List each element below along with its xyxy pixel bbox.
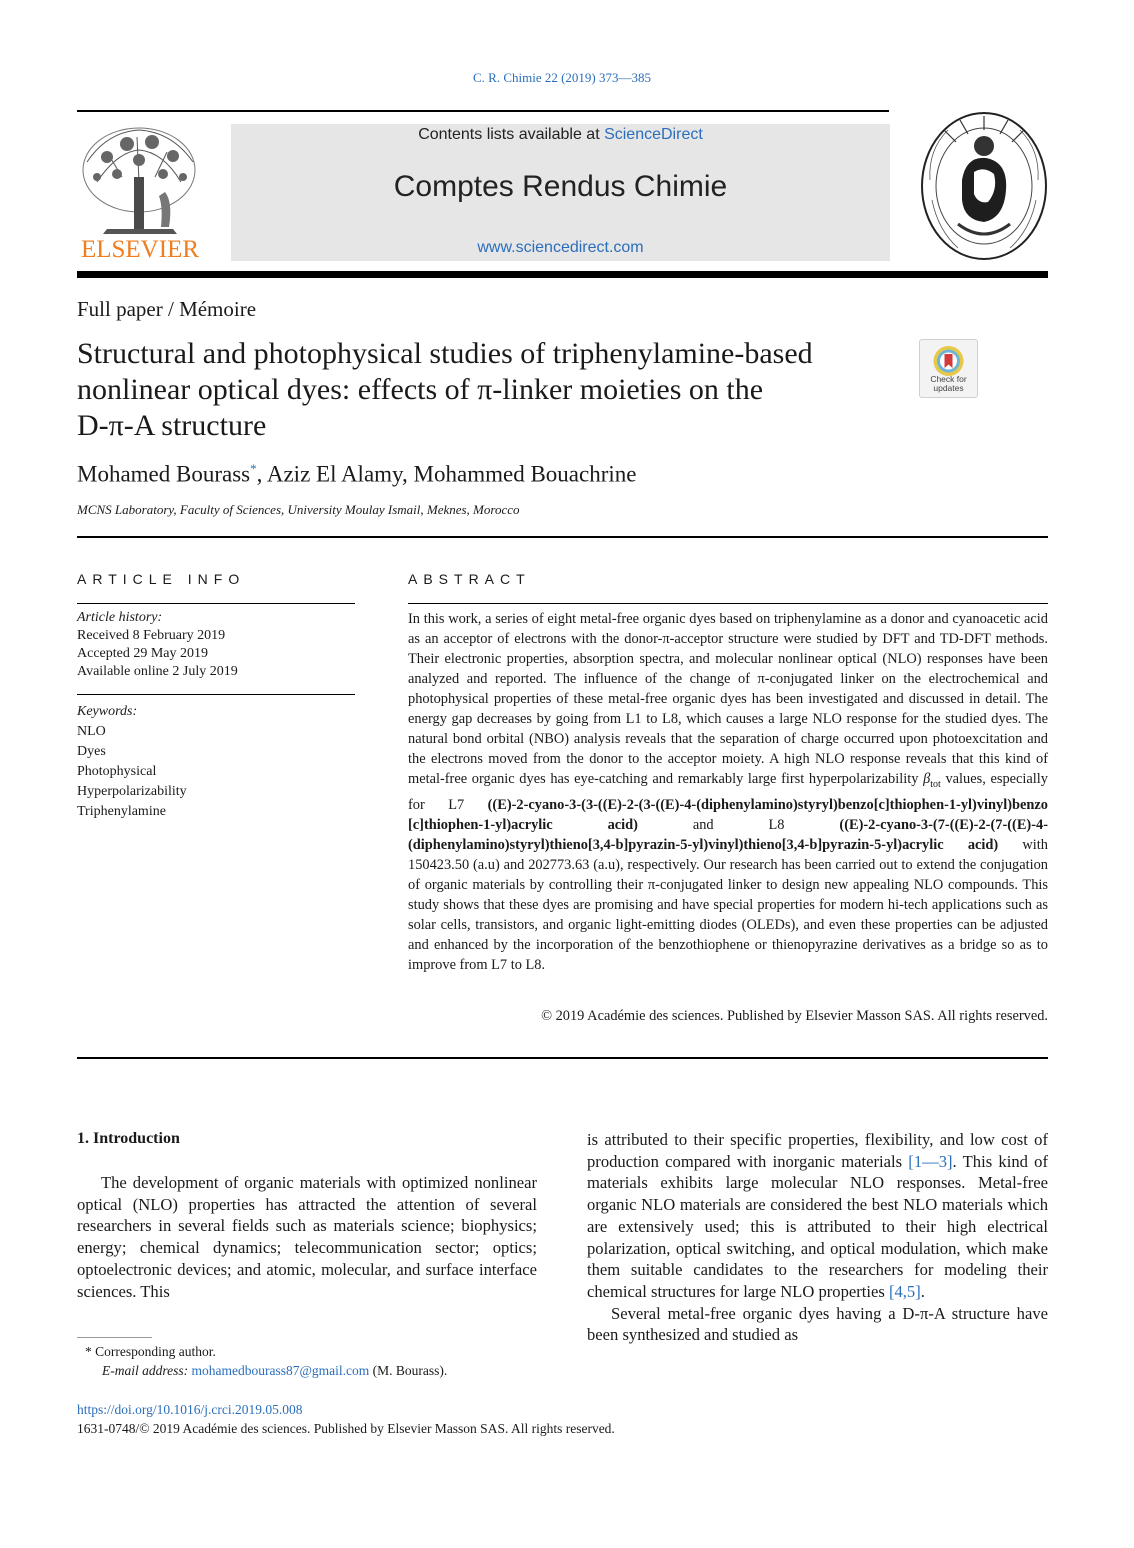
contents-prefix: Contents lists available at (418, 126, 605, 143)
intro-left-column: The development of organic materials with optimized nonlinear optical (NLO) properties has attracted the attention of several researchers in several fields such as materials science; biophysics; energy; chemical dynamics; telecommunication sector; optics; optoelectronic devices; and atomic, molecular, and surface interface sciences. This (77, 1173, 537, 1301)
abstract-part: values, especially for L7 (408, 771, 1048, 813)
paper-title (77, 336, 907, 444)
corresponding-author-mark[interactable]: * (250, 461, 257, 476)
accepted-date: Accepted 29 May 2019 (77, 646, 209, 661)
abstract-part: In this work, a series of eight metal-free organic dyes based on triphenylamine as a donor and cyanoacetic acid as an acceptor of electrons with the donor-π-acceptor structure were studied by DFT and TD-DFT methods. Their electronic properties, absorption spectra, and molecular nonlinear optical (NLO) responses have been analyzed and reported. The influence of the change of π-conjugated linker on the electrochemical and photophysical properties of these metal-free organic dyes has been investigated and discussed in detail. The energy gap decreases by going from L1 to L8, which causes a large NLO response for the studied dyes. The natural bond orbital (NBO) analysis reveals that the separation of charge occurred upon photoexcitation and the electrons moved from the donor to the acceptor moiety. A high NLO response reveals that this kind of metal-free organic dyes has eye-catching and remarkably large first hyperpolarizability (408, 611, 1048, 787)
email-label: E-mail address: (102, 1363, 192, 1378)
received-date: Received 8 February 2019 (77, 628, 226, 643)
abstract-text (408, 609, 1048, 975)
beta-symbol: β (923, 771, 931, 787)
paper-type: Full paper / Mémoire (77, 297, 257, 321)
journal-citation-link[interactable]: C. R. Chimie 22 (2019) 373—385 (472, 70, 652, 85)
reference-link[interactable]: [1—3] (908, 1151, 953, 1171)
keyword: Triphenylamine (77, 804, 166, 819)
author-names-rest: , Aziz El Alamy, Mohammed Bouachrine (256, 461, 637, 487)
article-history (77, 609, 238, 681)
abstract-copyright: © 2019 Académie des sciences. Published by Elsevier Masson SAS. All rights reserved. (541, 1008, 1048, 1024)
elsevier-logo (77, 122, 203, 264)
footnote-text: Corresponding author. (91, 1344, 216, 1359)
issn-line: 1631-0748/© 2019 Académie des sciences. Published by Elsevier Masson SAS. All rights reserved. (77, 1421, 615, 1436)
academie-seal (918, 110, 1050, 262)
history-label: Article history: (77, 610, 163, 625)
title-line: nonlinear optical dyes: effects of π-linker moieties on the (77, 373, 764, 406)
author-name: Mohamed Bourass (77, 461, 251, 487)
title-line: D-π-A structure (77, 409, 267, 442)
contents-line (231, 126, 890, 144)
online-date: Available online 2 July 2019 (77, 664, 238, 679)
journal-url-link[interactable]: www.sciencedirect.com (477, 239, 644, 256)
intro-text: . This kind of materials exhibits large molecular NLO responses. Metal-free organic NLO materials are considered the best NLO materials which are extensively used; this is attributed to their high electrical polarization, optical switching, and optical modulation, which make them suitable candidates to the researchers for modeling their chemical structures for large NLO properties (587, 1151, 1048, 1301)
article-info-heading: ARTICLE INFO (77, 571, 246, 587)
sciencedirect-link[interactable]: ScienceDirect (604, 126, 703, 143)
author-email-link[interactable]: mohamedbourass87@gmail.com (191, 1363, 370, 1378)
keywords-label: Keywords: (77, 704, 138, 719)
doi-link[interactable]: https://doi.org/10.1016/j.crci.2019.05.008 (77, 1402, 303, 1417)
compound-l8-name: ((E)-2-cyano-3-(7-((E)-2-(7-((E)-4-(diphenylamino)styryl)thieno[3,4-b]pyrazin-5-yl)vinyl)thieno[3,4-b]pyrazin-5-yl)acrylic acid) (408, 816, 1048, 853)
abstract-part: and L8 (637, 816, 840, 833)
keyword: Hyperpolarizability (77, 784, 187, 799)
check-for-updates-button[interactable] (919, 339, 978, 398)
footnote (85, 1342, 447, 1380)
keywords-block (77, 702, 187, 822)
author-list (77, 461, 636, 488)
elsevier-wordmark: ELSEVIER (80, 236, 200, 263)
intro-right-column (587, 1129, 1048, 1346)
top-rule (77, 110, 889, 112)
intro-paragraph: Several metal-free organic dyes having a D-π-A structure have been synthesized and studied as (587, 1303, 1048, 1345)
keyword: Dyes (77, 744, 106, 759)
affiliation: MCNS Laboratory, Faculty of Sciences, University Moulay Ismail, Meknes, Morocco (77, 502, 520, 517)
abstract-part: with 150423.50 (a.u) and 202773.63 (a.u), respectively. Our research has been carried out to extend the conjugation of organic materials by controlling their π-conjugated linker to design new appealing NLO compounds. This study shows that these dyes are promising and have special properties for modern hi-tech applications such as solar cells, transistors, and organic light-emitting diodes (OLEDs), and even these properties can be adjusted and enhanced by the incorporation of the benzothiophene or thienopyrazine derivatives as a bridge so as to improve from L7 to L8. (408, 836, 1048, 973)
doi-block (77, 1400, 615, 1438)
intro-text: is attributed to their specific properties, flexibility, and low cost of production compared with inorganic materials (587, 1130, 1048, 1171)
email-suffix: (M. Bourass). (369, 1363, 448, 1378)
journal-banner (231, 124, 890, 261)
reference-link[interactable]: [4,5] (888, 1281, 921, 1301)
beta-subscript: tot (930, 778, 941, 790)
check-updates-label: Check for updates (930, 374, 967, 393)
header-thick-rule (77, 271, 1048, 278)
journal-title: Comptes Rendus Chimie (393, 170, 728, 203)
footnote-mark: * (85, 1344, 92, 1359)
introduction-heading: 1. Introduction (77, 1130, 180, 1147)
keyword: NLO (77, 724, 106, 739)
section-rule (77, 536, 1048, 538)
keyword: Photophysical (77, 764, 157, 779)
academie-seal-icon (918, 110, 1050, 262)
info-rule (77, 694, 355, 695)
footnote-rule (77, 1337, 152, 1338)
info-rule (77, 603, 355, 604)
compound-l7-name: ((E)-2-cyano-3-(3-((E)-2-(3-((E)-4-(diphenylamino)styryl)benzo[c]thiophen-1-yl)vinyl)benzo [c]thiophen-1-yl)acrylic acid) (408, 796, 1048, 833)
abstract-bottom-rule (77, 1057, 1048, 1059)
intro-text: . (920, 1281, 925, 1301)
intro-paragraph (587, 1129, 1048, 1303)
abstract-rule (408, 603, 1048, 604)
title-line: Structural and photophysical studies of triphenylamine-based (77, 337, 813, 370)
abstract-heading: ABSTRACT (408, 571, 531, 587)
